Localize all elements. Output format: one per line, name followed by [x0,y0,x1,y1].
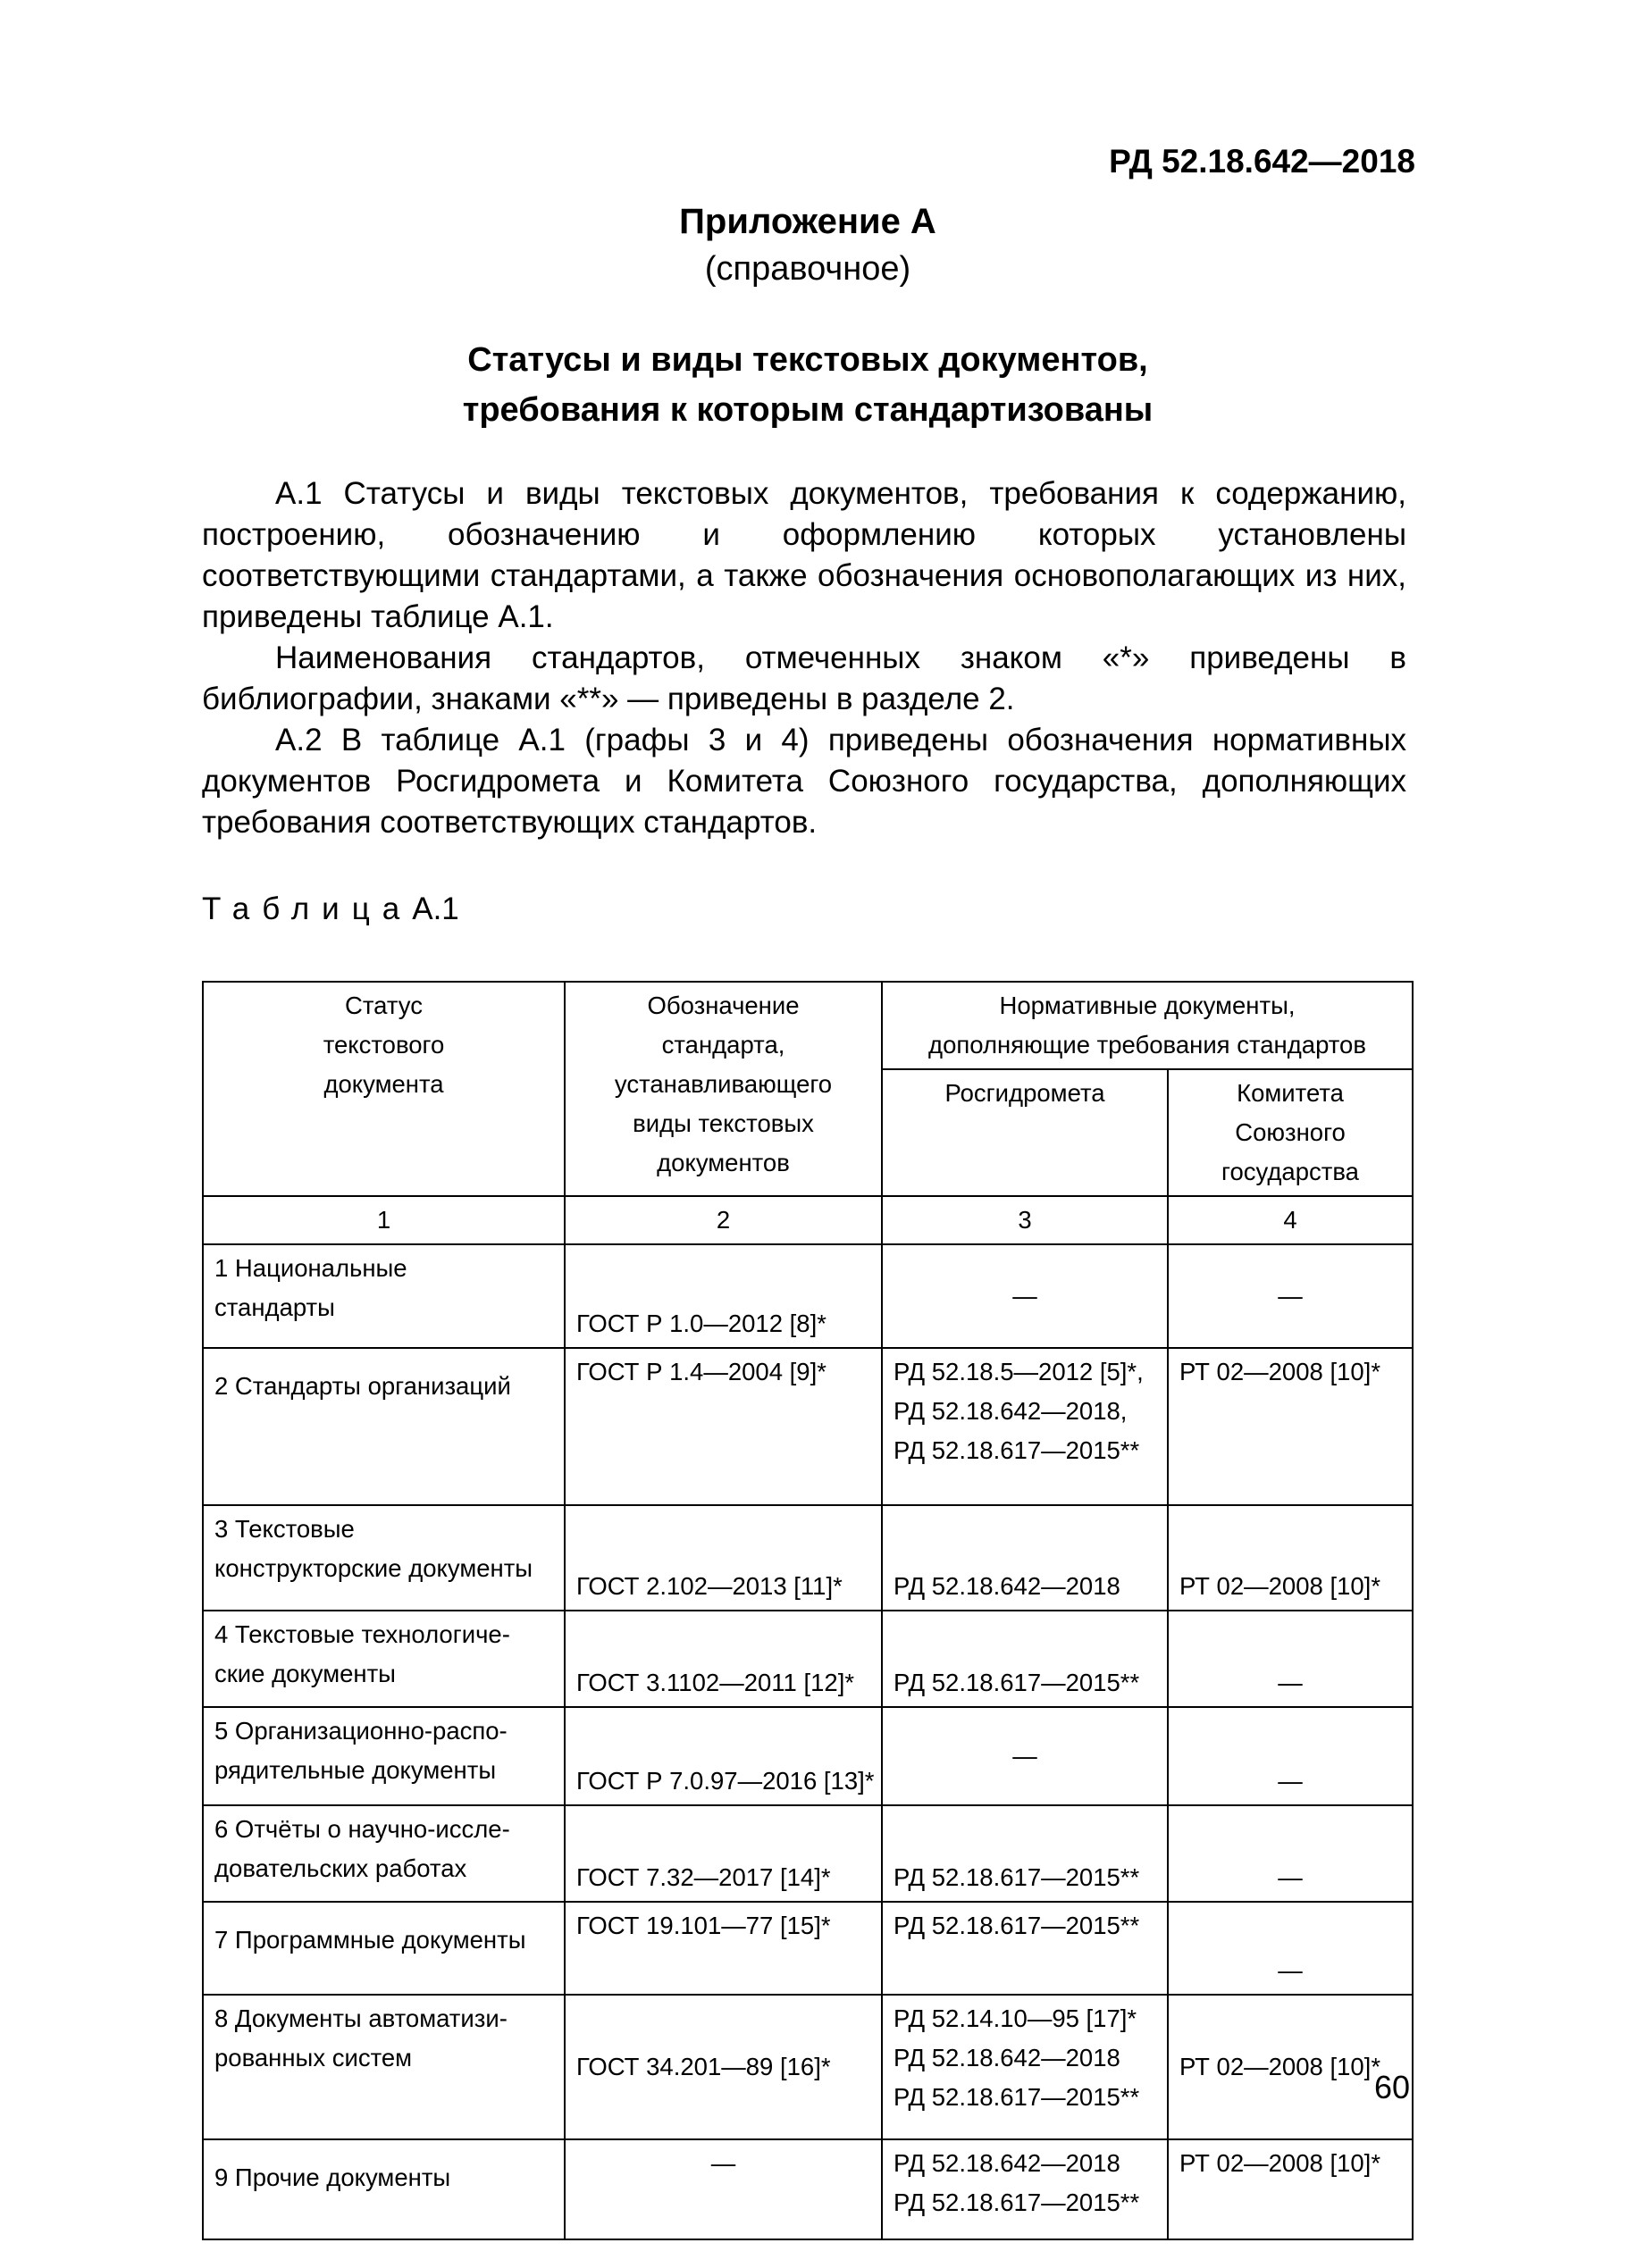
paragraph: А.2 В таблице А.1 (графы 3 и 4) приведены обозначения нормативных документов Росгидромета и Комитета Союзного государства, дополняющих требования соответствующих стандартов. [202,723,1406,840]
header-rosgidromet [882,1069,1168,1196]
column-number: 4 [1168,1196,1413,1244]
cell-line: виды текстовых [633,1109,814,1137]
document-code: РД 52.18.642—2018 [1109,143,1415,180]
table-row [203,1902,1413,1995]
table-caption [202,891,459,927]
cell-line: Обозначение [647,992,800,1019]
cell-line: РД 52.18.617—2015** [894,2083,1140,2111]
cell-rosgidromet [882,1902,1168,1995]
cell-status [203,1611,565,1707]
header-committee [1168,1069,1413,1196]
cell-line: рованных систем [214,2044,413,2071]
cell-line: Статус [345,992,423,1019]
cell-rosgidromet [882,1348,1168,1505]
cell-line: 4 Текстовые технологиче- [214,1620,510,1648]
cell-status [203,1348,565,1505]
cell-standard: ГОСТ 2.102—2013 [11]* [565,1505,882,1611]
column-number: 3 [882,1196,1168,1244]
table-row [203,1611,1413,1707]
cell-committee: РТ 02—2008 [10]* [1168,1995,1413,2139]
cell-line: ские документы [214,1660,396,1687]
cell-rosgidromet [882,1707,1168,1805]
cell-line: 1 Национальные [214,1254,407,1282]
table-row [203,1505,1413,1611]
cell-line: 9 Прочие документы [214,2163,451,2191]
cell-line: РД 52.18.617—2015** [894,1863,1140,1891]
cell-line: 6 Отчёты о научно-иссле- [214,1815,510,1843]
cell-line: 3 Текстовые [214,1515,355,1543]
cell-standard: ГОСТ Р 7.0.97—2016 [13]* [565,1707,882,1805]
cell-line: РД 52.14.10—95 [17]* [894,2004,1137,2032]
cell-standard: ГОСТ 7.32—2017 [14]* [565,1805,882,1902]
cell-committee: — [1168,1902,1413,1995]
cell-line: документа [323,1070,444,1098]
cell-line: документов [657,1149,790,1176]
cell-line: РД 52.18.617—2015** [894,2188,1140,2216]
cell-line: дополняющие требования стандартов [928,1031,1366,1059]
cell-line: конструкторские документы [214,1554,533,1582]
cell-status [203,1902,565,1995]
header-normative-group [882,982,1413,1069]
cell-line: РД 52.18.5—2012 [5]*, [894,1358,1144,1385]
cell-rosgidromet [882,1244,1168,1348]
cell-line: — [1012,1742,1037,1770]
section-title [0,335,1615,435]
cell-line: устанавливающего [614,1070,833,1098]
cell-line: Союзного [1235,1118,1346,1146]
cell-status [203,1244,565,1348]
column-number-row [203,1196,1413,1244]
cell-committee: — [1168,1707,1413,1805]
table-row [203,2139,1413,2239]
section-title-line: требования к которым стандартизованы [462,391,1154,429]
cell-standard: ГОСТ 19.101—77 [15]* [565,1902,882,1995]
cell-line: РД 52.18.642—2018 [894,2149,1120,2177]
cell-line: государства [1221,1158,1359,1185]
cell-committee: РТ 02—2008 [10]* [1168,2139,1413,2239]
table-caption-number: А.1 [412,891,459,926]
header-row [203,982,1413,1069]
cell-line: — [1012,1282,1037,1310]
cell-line: 5 Организационно-распо- [214,1717,508,1745]
cell-standard: ГОСТ 34.201—89 [16]* [565,1995,882,2139]
cell-line: РД 52.18.642—2018 [894,1572,1120,1600]
column-number: 2 [565,1196,882,1244]
appendix-subtitle: (справочное) [704,250,911,288]
paragraph: Наименования стандартов, отмеченных знаком «*» приведены в библиографии, знаками «**» — приведены в разделе 2. [202,640,1406,716]
cell-status [203,1995,565,2139]
cell-line: РД 52.18.642—2018 [894,2044,1120,2071]
table-row [203,1707,1413,1805]
cell-line: 7 Программные документы [214,1926,526,1954]
cell-committee: РТ 02—2008 [10]* [1168,1348,1413,1505]
cell-line: РД 52.18.617—2015** [894,1912,1140,1939]
header-status [203,982,565,1196]
paragraph: А.1 Статусы и виды текстовых документов, требования к содержанию, построению, обозначению и оформлению которых установлены соответствующими стандартами, а также обозначения основополагающих из них, приведены таблице А.1. [202,476,1406,634]
cell-line: Нормативные документы, [999,992,1296,1019]
cell-line: стандарта, [661,1031,785,1059]
table-row [203,1244,1413,1348]
table-row [203,1995,1413,2139]
cell-line: 8 Документы автоматизи- [214,2004,508,2032]
cell-standard: ГОСТ Р 1.0—2012 [8]* [565,1244,882,1348]
cell-rosgidromet [882,1611,1168,1707]
cell-line: рядительные документы [214,1756,497,1784]
cell-status [203,1505,565,1611]
cell-rosgidromet [882,1805,1168,1902]
column-number: 1 [203,1196,565,1244]
cell-line: РД 52.18.617—2015** [894,1436,1140,1464]
table-row [203,1805,1413,1902]
cell-standard: — [565,2139,882,2239]
cell-committee: — [1168,1805,1413,1902]
cell-line: 2 Стандарты организаций [214,1372,511,1400]
cell-line: стандарты [214,1293,335,1321]
header-standard [565,982,882,1196]
cell-line: Комитета [1237,1079,1344,1107]
cell-rosgidromet [882,1995,1168,2139]
section-title-line: Статусы и виды текстовых документов, [467,341,1148,379]
cell-line: РД 52.18.617—2015** [894,1669,1140,1696]
cell-line: Росгидромета [944,1079,1105,1107]
cell-rosgidromet [882,1505,1168,1611]
page-number: 60 [1373,2069,1410,2105]
appendix-title: Приложение А [679,202,936,241]
cell-standard: ГОСТ 3.1102—2011 [12]* [565,1611,882,1707]
cell-status [203,2139,565,2239]
table-caption-word: Таблица [202,891,413,926]
cell-committee: — [1168,1244,1413,1348]
cell-committee: РТ 02—2008 [10]* [1168,1505,1413,1611]
cell-line: довательских работах [214,1854,467,1882]
cell-committee: — [1168,1611,1413,1707]
body-text [202,473,1406,843]
cell-status [203,1805,565,1902]
cell-line: РД 52.18.642—2018, [894,1397,1128,1425]
cell-standard: ГОСТ Р 1.4—2004 [9]* [565,1348,882,1505]
table-row [203,1348,1413,1505]
cell-line: текстового [323,1031,445,1059]
standards-table [202,981,1414,2240]
cell-status [203,1707,565,1805]
cell-rosgidromet [882,2139,1168,2239]
